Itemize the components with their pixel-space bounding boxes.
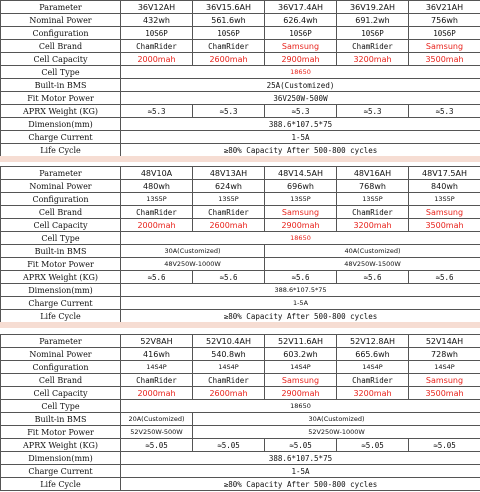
table-row — [1, 167, 480, 180]
row-label: Fit Motor Power — [1, 92, 121, 105]
row-label: Nominal Power — [1, 14, 121, 27]
table-row — [1, 335, 480, 348]
row-label: Dimension(mm) — [1, 452, 121, 465]
power-cell: 416wh — [121, 348, 193, 361]
row-label: Cell Brand — [1, 206, 121, 219]
brand-cell: Samsung — [265, 206, 337, 219]
row-label: Configuration — [1, 27, 121, 40]
config-cell: 14S4P — [409, 361, 480, 374]
row-label: Parameter — [1, 167, 121, 180]
life-cycle-cell: ≥80% Capacity After 500-800 cycles — [121, 310, 480, 323]
model-cell: 52V10.4AH — [193, 335, 265, 348]
capacity-cell: 2000mah — [121, 387, 193, 400]
config-cell: 14S4P — [337, 361, 409, 374]
motor-cell: 52V250W-500W — [121, 426, 193, 439]
weight-cell: ≈5.3 — [265, 105, 337, 118]
power-cell: 768wh — [337, 180, 409, 193]
table-row — [1, 193, 480, 206]
model-cell: 52V14AH — [409, 335, 480, 348]
power-cell: 603.2wh — [265, 348, 337, 361]
weight-cell: ≈5.6 — [193, 271, 265, 284]
brand-cell: ChamRider — [193, 206, 265, 219]
cell-type-cell: 18650 — [121, 232, 480, 245]
row-label: Dimension(mm) — [1, 118, 121, 131]
table-row — [1, 144, 480, 157]
model-cell: 48V16AH — [337, 167, 409, 180]
power-cell: 624wh — [193, 180, 265, 193]
power-cell: 540.8wh — [193, 348, 265, 361]
life-cycle-cell: ≥80% Capacity After 500-800 cycles — [121, 144, 480, 157]
config-cell: 13S5P — [193, 193, 265, 206]
weight-cell: ≈5.3 — [337, 105, 409, 118]
model-cell: 36V21AH — [409, 1, 480, 14]
charge-cell: 1-5A — [121, 465, 480, 478]
config-cell: 13S5P — [121, 193, 193, 206]
row-label: Charge Current — [1, 465, 121, 478]
bms-cell: 20A(Customized) — [121, 413, 193, 426]
brand-cell: Samsung — [265, 374, 337, 387]
power-cell: 561.6wh — [193, 14, 265, 27]
spec-table-52v — [0, 334, 480, 491]
row-label: Parameter — [1, 335, 121, 348]
bms-cell: 30A(Customized) — [193, 413, 480, 426]
brand-cell: ChamRider — [121, 374, 193, 387]
bms-cell: 25A(Customized) — [121, 79, 480, 92]
row-label: Life Cycle — [1, 478, 121, 491]
charge-cell: 1-5A — [121, 297, 480, 310]
table-row — [1, 361, 480, 374]
table-row — [1, 40, 480, 53]
table-row — [1, 297, 480, 310]
config-cell: 10S6P — [121, 27, 193, 40]
row-label: Charge Current — [1, 297, 121, 310]
row-label: Configuration — [1, 193, 121, 206]
capacity-cell: 2600mah — [193, 53, 265, 66]
table-row — [1, 439, 480, 452]
table-row — [1, 180, 480, 193]
row-label: Fit Motor Power — [1, 426, 121, 439]
motor-cell: 48V250W-1500W — [265, 258, 480, 271]
table-row — [1, 348, 480, 361]
power-cell: 691.2wh — [337, 14, 409, 27]
life-cycle-cell: ≥80% Capacity After 500-800 cycles — [121, 478, 480, 491]
weight-cell: ≈5.05 — [121, 439, 193, 452]
weight-cell: ≈5.6 — [121, 271, 193, 284]
model-cell: 52V8AH — [121, 335, 193, 348]
row-label: Cell Type — [1, 232, 121, 245]
model-cell: 48V13AH — [193, 167, 265, 180]
table-row — [1, 131, 480, 144]
weight-cell: ≈5.6 — [409, 271, 480, 284]
row-label: Nominal Power — [1, 180, 121, 193]
brand-cell: ChamRider — [337, 40, 409, 53]
capacity-cell: 2600mah — [193, 387, 265, 400]
table-row — [1, 1, 480, 14]
row-label: Built-in BMS — [1, 245, 121, 258]
table-row — [1, 219, 480, 232]
table-row — [1, 284, 480, 297]
model-cell: 48V17.5AH — [409, 167, 480, 180]
config-cell: 14S4P — [193, 361, 265, 374]
table-row — [1, 310, 480, 323]
brand-cell: ChamRider — [121, 40, 193, 53]
capacity-cell: 2600mah — [193, 219, 265, 232]
weight-cell: ≈5.05 — [337, 439, 409, 452]
row-label: Life Cycle — [1, 144, 121, 157]
config-cell: 10S6P — [409, 27, 480, 40]
power-cell: 626.4wh — [265, 14, 337, 27]
brand-cell: Samsung — [409, 374, 480, 387]
capacity-cell: 3200mah — [337, 53, 409, 66]
charge-cell: 1-5A — [121, 131, 480, 144]
motor-cell: 48V250W-1000W — [121, 258, 265, 271]
model-cell: 52V12.8AH — [337, 335, 409, 348]
brand-cell: Samsung — [409, 206, 480, 219]
table-row — [1, 452, 480, 465]
model-cell: 36V17.4AH — [265, 1, 337, 14]
capacity-cell: 3200mah — [337, 219, 409, 232]
table-row — [1, 118, 480, 131]
table-row — [1, 426, 480, 439]
model-cell: 48V10A — [121, 167, 193, 180]
row-label: Parameter — [1, 1, 121, 14]
row-label: Built-in BMS — [1, 79, 121, 92]
table-row — [1, 400, 480, 413]
table-row — [1, 258, 480, 271]
table-row — [1, 245, 480, 258]
table-row — [1, 413, 480, 426]
power-cell: 696wh — [265, 180, 337, 193]
model-cell: 36V12AH — [121, 1, 193, 14]
row-label: Built-in BMS — [1, 413, 121, 426]
power-cell: 432wh — [121, 14, 193, 27]
table-row — [1, 478, 480, 491]
row-label: Nominal Power — [1, 348, 121, 361]
row-label: Cell Brand — [1, 374, 121, 387]
bms-cell: 40A(Customized) — [265, 245, 480, 258]
power-cell: 840wh — [409, 180, 480, 193]
table-row — [1, 387, 480, 400]
spec-table-36v — [0, 0, 480, 157]
brand-cell: ChamRider — [337, 374, 409, 387]
capacity-cell: 2000mah — [121, 53, 193, 66]
capacity-cell: 3500mah — [409, 219, 480, 232]
weight-cell: ≈5.3 — [193, 105, 265, 118]
capacity-cell: 2900mah — [265, 387, 337, 400]
capacity-cell: 3200mah — [337, 387, 409, 400]
table-row — [1, 53, 480, 66]
cell-type-cell: 18650 — [121, 400, 480, 413]
row-label: Life Cycle — [1, 310, 121, 323]
power-cell: 728wh — [409, 348, 480, 361]
model-cell: 52V11.6AH — [265, 335, 337, 348]
table-row — [1, 92, 480, 105]
section-divider — [0, 322, 480, 328]
dimension-cell: 388.6*107.5*75 — [121, 452, 480, 465]
power-cell: 665.6wh — [337, 348, 409, 361]
weight-cell: ≈5.05 — [265, 439, 337, 452]
row-label: Configuration — [1, 361, 121, 374]
table-row — [1, 206, 480, 219]
capacity-cell: 2900mah — [265, 219, 337, 232]
weight-cell: ≈5.6 — [265, 271, 337, 284]
motor-cell: 52V250W-1000W — [193, 426, 480, 439]
weight-cell: ≈5.3 — [121, 105, 193, 118]
brand-cell: Samsung — [409, 40, 480, 53]
row-label: Cell Brand — [1, 40, 121, 53]
table-row — [1, 374, 480, 387]
capacity-cell: 3500mah — [409, 387, 480, 400]
brand-cell: ChamRider — [193, 40, 265, 53]
table-row — [1, 14, 480, 27]
power-cell: 480wh — [121, 180, 193, 193]
row-label: Cell Capacity — [1, 387, 121, 400]
spec-table-48v — [0, 166, 480, 323]
weight-cell: ≈5.05 — [409, 439, 480, 452]
config-cell: 10S6P — [265, 27, 337, 40]
model-cell: 36V19.2AH — [337, 1, 409, 14]
brand-cell: Samsung — [265, 40, 337, 53]
row-label: APRX Weight (KG) — [1, 105, 121, 118]
table-row — [1, 465, 480, 478]
row-label: Cell Type — [1, 66, 121, 79]
row-label: Charge Current — [1, 131, 121, 144]
row-label: Dimension(mm) — [1, 284, 121, 297]
weight-cell: ≈5.6 — [337, 271, 409, 284]
capacity-cell: 3500mah — [409, 53, 480, 66]
config-cell: 13S5P — [265, 193, 337, 206]
motor-cell: 36V250W-500W — [121, 92, 480, 105]
config-cell: 14S4P — [265, 361, 337, 374]
weight-cell: ≈5.05 — [193, 439, 265, 452]
brand-cell: ChamRider — [193, 374, 265, 387]
table-row — [1, 232, 480, 245]
table-row — [1, 27, 480, 40]
row-label: Fit Motor Power — [1, 258, 121, 271]
dimension-cell: 388.6*107.5*75 — [121, 118, 480, 131]
weight-cell: ≈5.3 — [409, 105, 480, 118]
table-row — [1, 79, 480, 92]
brand-cell: ChamRider — [337, 206, 409, 219]
row-label: Cell Type — [1, 400, 121, 413]
config-cell: 13S5P — [337, 193, 409, 206]
model-cell: 48V14.5AH — [265, 167, 337, 180]
table-row — [1, 66, 480, 79]
config-cell: 14S4P — [121, 361, 193, 374]
capacity-cell: 2000mah — [121, 219, 193, 232]
model-cell: 36V15.6AH — [193, 1, 265, 14]
table-row — [1, 271, 480, 284]
power-cell: 756wh — [409, 14, 480, 27]
section-divider — [0, 156, 480, 162]
dimension-cell: 388.6*107.5*75 — [121, 284, 480, 297]
row-label: APRX Weight (KG) — [1, 439, 121, 452]
capacity-cell: 2900mah — [265, 53, 337, 66]
config-cell: 13S5P — [409, 193, 480, 206]
row-label: APRX Weight (KG) — [1, 271, 121, 284]
bms-cell: 30A(Customized) — [121, 245, 265, 258]
row-label: Cell Capacity — [1, 219, 121, 232]
config-cell: 10S6P — [193, 27, 265, 40]
cell-type-cell: 18650 — [121, 66, 480, 79]
brand-cell: ChamRider — [121, 206, 193, 219]
config-cell: 10S6P — [337, 27, 409, 40]
table-row — [1, 105, 480, 118]
row-label: Cell Capacity — [1, 53, 121, 66]
